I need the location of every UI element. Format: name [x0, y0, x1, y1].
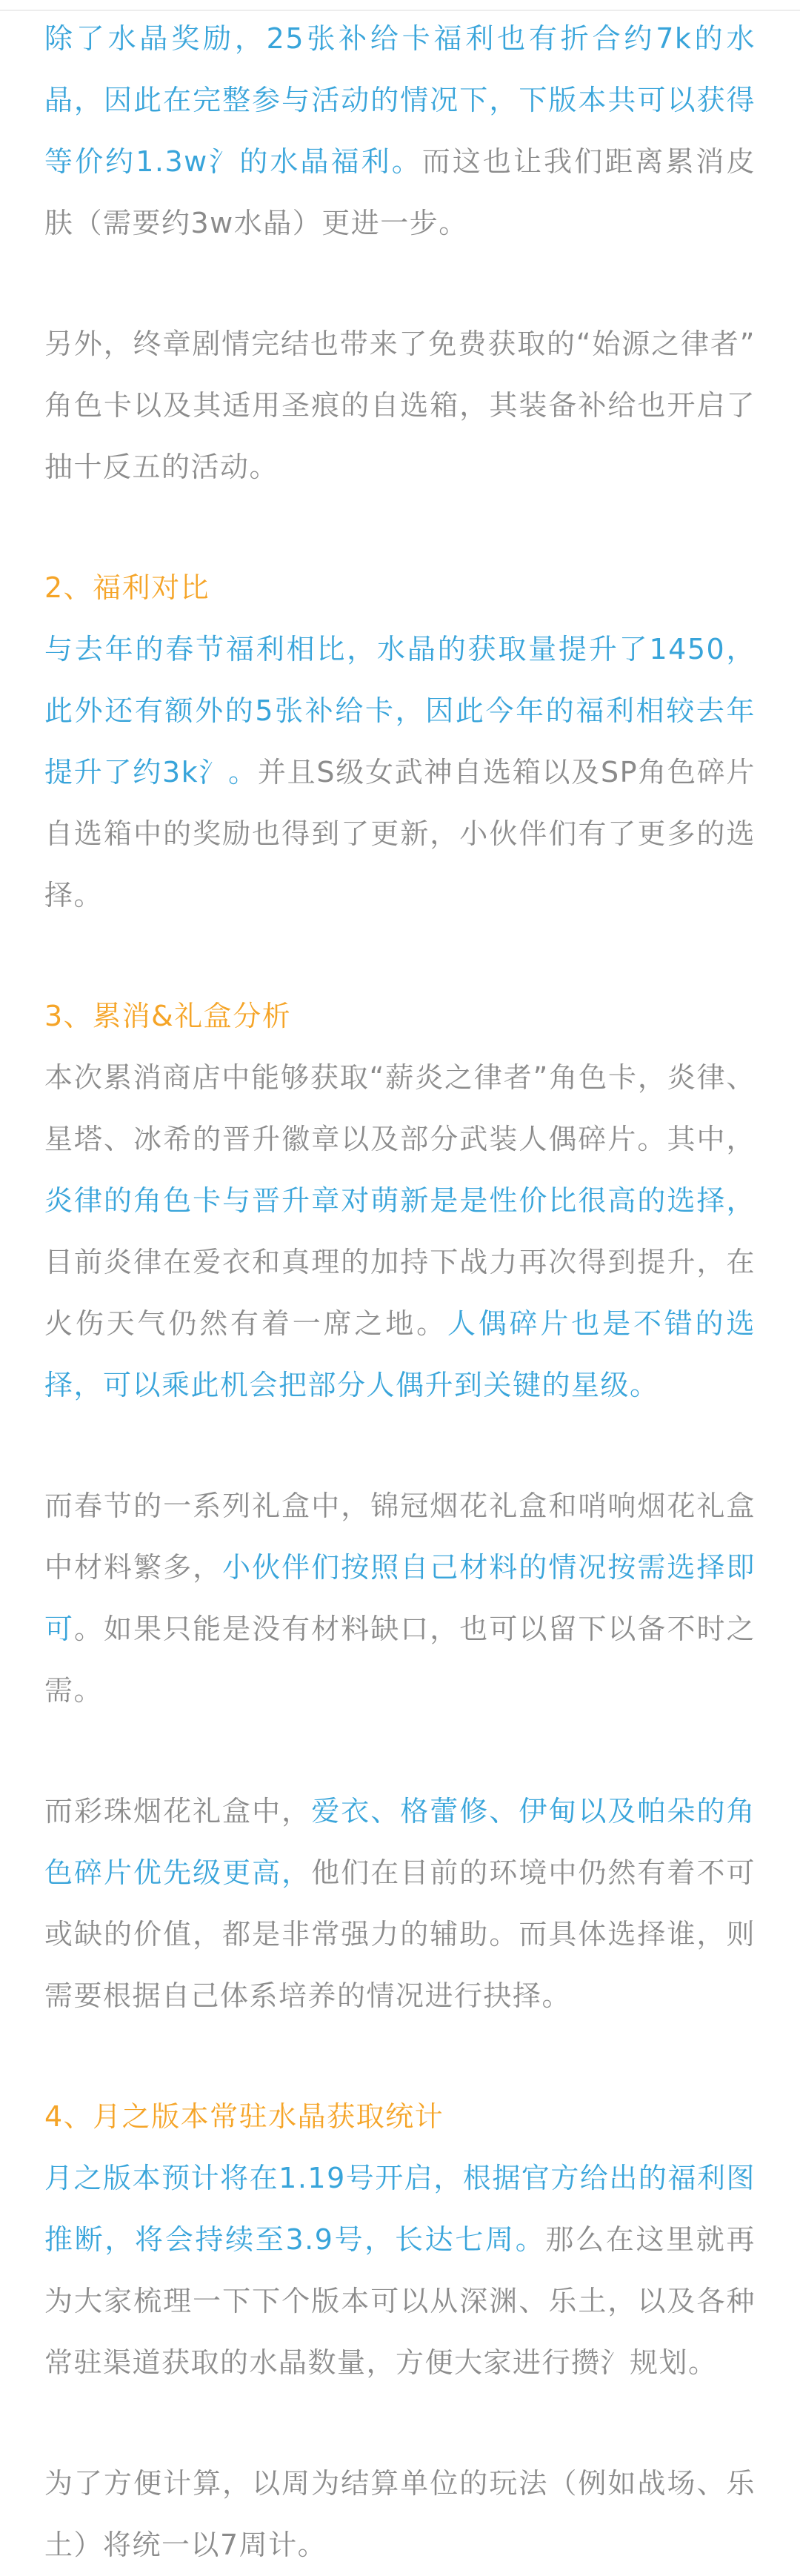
text-segment: 与去年的春节福利相比，水晶的获取量提升了1450，此外还有额外的5张补给卡，因此今年的福利相较去年提升了约3k氵。	[44, 633, 756, 789]
text-segment: 并且S级女武神自选箱以及SP角色碎片自选箱中的奖励也得到了更新，小伙伴们有了更多的选择。	[44, 756, 756, 912]
paragraph	[44, 2453, 756, 2576]
section-heading-spend-giftbox-analysis: 3、累消&礼盒分析	[44, 1000, 292, 1032]
text-segment: 。如果只能是没有材料缺口，也可以留下以备不时之需。	[44, 1613, 756, 1707]
paragraph	[44, 619, 756, 926]
paragraph	[44, 313, 756, 498]
paragraph	[44, 1781, 756, 2027]
text-segment: 本次累消商店中能够获取“薪炎之律者”角色卡，炎律、星塔、冰希的晋升徽章以及部分武装人偶碎片。其中，	[44, 1061, 756, 1155]
text-segment: 另外，终章剧情完结也带来了免费获取的“始源之律者”角色卡以及其适用圣痕的自选箱，其装备补给也开启了抽十反五的活动。	[44, 328, 756, 483]
section-heading-moon-version-crystal-stats: 4、月之版本常驻水晶获取统计	[44, 2100, 444, 2133]
text-segment: 而春节的一系列礼盒中，锦冠烟花礼盒和哨响烟花礼盒中材料繁多，	[44, 1490, 756, 1584]
paragraph	[44, 2148, 756, 2394]
paragraph	[44, 8, 756, 254]
text-segment: 而这也让我们距离累消皮肤（需要约3w水晶）更进一步。	[44, 145, 756, 239]
text-segment: 他们在目前的环境中仍然有着不可或缺的价值，都是非常强力的辅助。而具体选择谁，则需要根据自己体系培养的情况进行抉择。	[44, 1856, 756, 2012]
section-heading-benefit-comparison: 2、福利对比	[44, 571, 210, 604]
text-segment: 炎律的角色卡与晋升章对萌新是是性价比很高的选择，	[44, 1184, 756, 1217]
text-segment: 人偶碎片也是不错的选择，可以乘此机会把部分人偶升到关键的星级。	[44, 1307, 756, 1401]
text-segment: 为了方便计算，以周为结算单位的玩法（例如战场、乐土）将统一以7周计。	[44, 2467, 756, 2561]
text-segment: 小伙伴们按照自己材料的情况按需选择即可	[44, 1551, 756, 1645]
text-segment: 爱衣、格蕾修、伊甸以及帕朵的角色碎片优先级更高，	[44, 1795, 756, 1889]
text-segment: 而彩珠烟花礼盒中，	[44, 1795, 312, 1828]
text-segment: 那么在这里就再为大家梳理一下下个版本可以从深渊、乐土，以及各种常驻渠道获取的水晶数量，方便大家进行攒氵规划。	[44, 2223, 756, 2379]
paragraph	[44, 1475, 756, 1722]
text-segment: 除了水晶奖励，25张补给卡福利也有折合约7k的水晶，因此在完整参与活动的情况下，下版本共可以获得等价约1.3w氵的水晶福利。	[44, 22, 756, 178]
text-segment: 目前炎律在爱衣和真理的加持下战力再次得到提升，在火伤天气仍然有着一席之地。	[44, 1246, 756, 1340]
text-segment: 月之版本预计将在1.19号开启，根据官方给出的福利图推断，将会持续至3.9号，长达七周。	[44, 2162, 756, 2256]
top-divider	[0, 10, 800, 11]
paragraph	[44, 1047, 756, 1416]
